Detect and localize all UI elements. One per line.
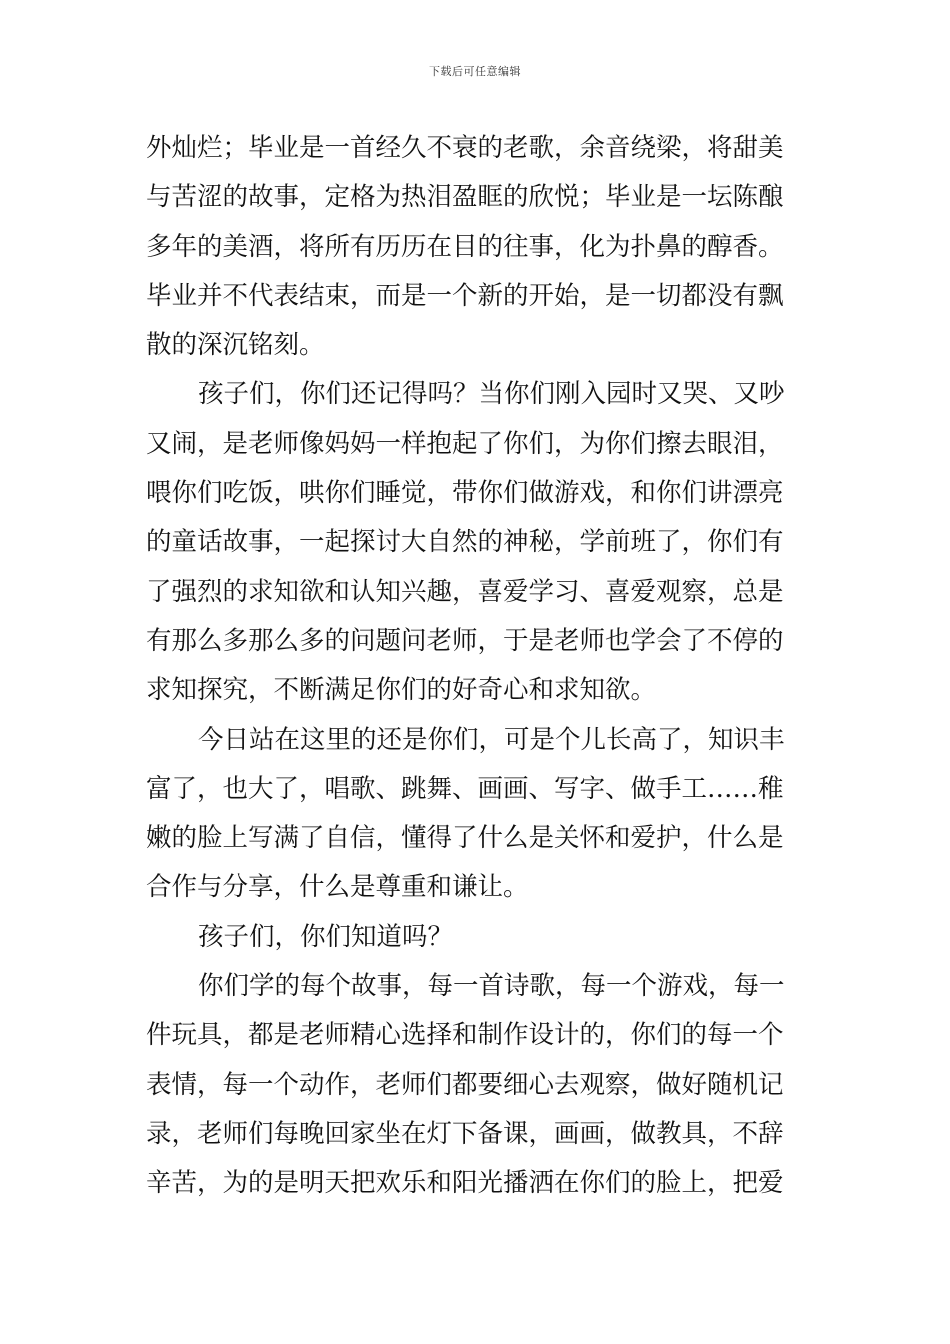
- text-line: 的童话故事，一起探讨大自然的神秘，学前班了，你们有: [146, 527, 784, 558]
- text-line: 录，老师们每晚回家坐在灯下备课，画画，做教具，不辞: [146, 1118, 784, 1149]
- text-line: 富了，也大了，唱歌、跳舞、画画、写字、做手工……稚: [146, 773, 784, 804]
- body-text: [146, 124, 816, 1209]
- page-header: 下载后可任意编辑: [429, 65, 521, 78]
- text-line: 合作与分享，什么是尊重和谦让。: [146, 872, 529, 903]
- text-line: 又闹，是老师像妈妈一样抱起了你们，为你们擦去眼泪，: [146, 428, 784, 459]
- text-line: 喂你们吃饭，哄你们睡觉，带你们做游戏，和你们讲漂亮: [146, 478, 784, 509]
- text-line: 今日站在这里的还是你们，可是个儿长高了，知识丰: [198, 724, 785, 755]
- text-line: 与苦涩的故事，定格为热泪盈眶的欣悦；毕业是一坛陈酿: [146, 182, 784, 213]
- text-line: 散的深沉铭刻。: [146, 330, 325, 361]
- text-line: 了强烈的求知欲和认知兴趣，喜爱学习、喜爱观察，总是: [146, 576, 784, 607]
- text-line: 多年的美酒，将所有历历在目的往事，化为扑鼻的醇香。: [146, 231, 784, 262]
- text-line: 辛苦，为的是明天把欢乐和阳光播洒在你们的脸上，把爱: [146, 1168, 784, 1199]
- text-line: 表情，每一个动作，老师们都要细心去观察，做好随机记: [146, 1069, 784, 1100]
- text-line: 件玩具，都是老师精心选择和制作设计的，你们的每一个: [146, 1020, 784, 1051]
- text-line: 毕业并不代表结束，而是一个新的开始，是一切都没有飘: [146, 280, 784, 311]
- text-line: 求知探究，不断满足你们的好奇心和求知欲。: [146, 675, 657, 706]
- text-line: 孩子们，你们知道吗？: [198, 921, 454, 952]
- text-line: 外灿烂；毕业是一首经久不衰的老歌，余音绕梁，将甜美: [146, 133, 784, 163]
- text-line: 嫩的脸上写满了自信，懂得了什么是关怀和爱护，什么是: [146, 823, 784, 854]
- text-line: 孩子们，你们还记得吗？当你们刚入园时又哭、又吵: [198, 379, 785, 410]
- text-line: 有那么多那么多的问题问老师，于是老师也学会了不停的: [146, 625, 784, 656]
- text-line: 你们学的每个故事，每一首诗歌，每一个游戏，每一: [198, 971, 785, 1002]
